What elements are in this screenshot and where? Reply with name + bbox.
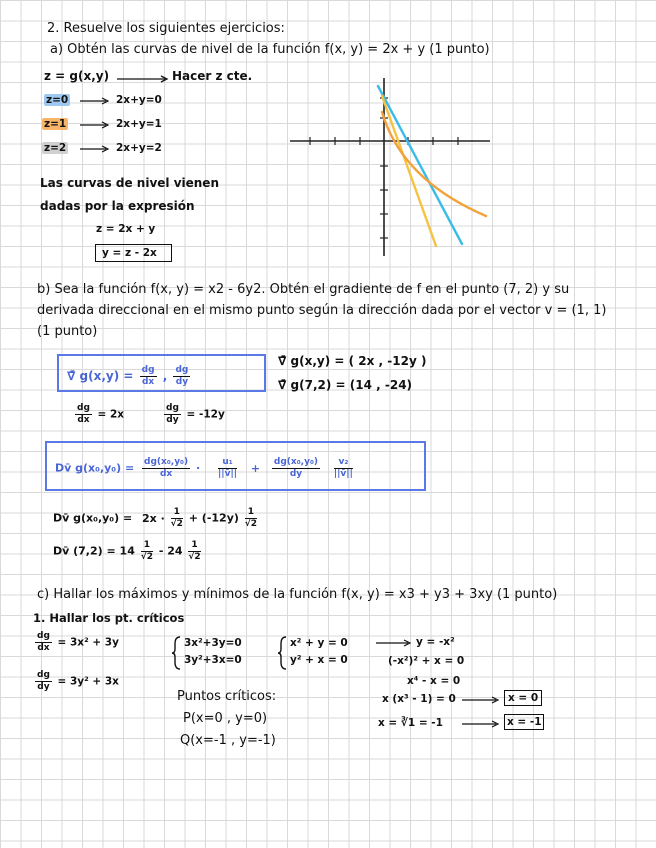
gradient-definition-box: ∇̄ g(x,y) = $\frac{dg}{dx}$ , $\frac{dg}{dy}$ [57, 354, 266, 392]
a-boxed-text: y = z - 2x [102, 247, 157, 259]
c-partial-x: $\frac{dg}{dx}$ = 3x² + 3y [37, 631, 119, 653]
a-expression: z = 2x + y [96, 223, 156, 235]
brace-icon [172, 636, 182, 670]
arrow-right-icon [80, 121, 110, 129]
c-solution-step1: y = -x² [416, 636, 455, 648]
part-b-statement-line1: b) Sea la función f(x, y) = x2 - 6y2. Obtén el gradiente de f en el punto (7, 2) y su [37, 282, 570, 297]
gradient-at-point: ∇̄ g(7,2) = (14 , -24) [278, 378, 413, 392]
exercise-title: 2. Resuelve los siguientes ejercicios: [47, 21, 285, 36]
a-z1-label [42, 117, 68, 131]
a-conclusion-line2: dadas por la expresión [40, 199, 195, 213]
a-z1-equation: 2x+y=1 [116, 118, 162, 130]
c-system2-eq1: x² + y = 0 [290, 637, 348, 649]
z1-highlight: z=1 [44, 118, 67, 130]
level-curves-sketch [290, 78, 500, 258]
arrow-right-icon [117, 75, 169, 83]
directional-derivative-box: Dv̄ g(x₀,y₀) = $\frac{\text{dg(x₀,y₀)}}{dx}$ · $\frac{\text{u₁}}{||v̄||}$ + $\frac{\text{dg(x₀,y₀)}}{dy}$ $\frac{\text{v₂}}{||v̄||}$ [45, 441, 426, 491]
c-boxed-x0: x = 0 [504, 690, 542, 706]
a-z2-label [42, 141, 68, 155]
a-line1-right: Hacer z cte. [172, 69, 253, 83]
c-critical-points-title: Puntos críticos: [177, 689, 277, 704]
arrow-right-icon [462, 720, 500, 728]
c-critical-point-p: P(x=0 , y=0) [183, 711, 268, 726]
c-step1: 1. Hallar los pt. críticos [33, 611, 185, 625]
a-line1-left: z = g(x,y) [44, 69, 110, 83]
arrow-right-icon [462, 696, 500, 704]
directional-derivative-label: Dv̄ g(x₀,y₀) = [55, 461, 135, 475]
partial-x: $\frac{dg}{dx}$ = 2x [77, 403, 125, 425]
a-conclusion-line1: Las curvas de nivel vienen [40, 176, 219, 190]
gradient-definition-label: ∇̄ g(x,y) = [67, 369, 134, 383]
directional-derivative-expanded: Dv̄ g(x₀,y₀) = 2x · $\frac{1}{√2}$ + (-12y) $\frac{1}{√2}$ [53, 507, 258, 529]
fraction-dgdy: $\frac{dg}{dy}$ [175, 365, 189, 387]
c-boxed-xm1: x = -1 [504, 714, 544, 730]
c-solution-step5: x = ∛1 = -1 [378, 717, 443, 729]
a-z2-equation: 2x+y=2 [116, 142, 162, 154]
c-system2-eq2: y² + x = 0 [290, 654, 348, 666]
curve-z0 [378, 86, 462, 244]
arrow-right-icon [80, 97, 110, 105]
directional-derivative-evaluated: Dv̄ (7,2) = 14 $\frac{1}{√2}$ - 24 $\frac{1}{√2}$ [53, 540, 201, 562]
curve-z1 [382, 96, 436, 246]
a-boxed-result [95, 244, 172, 262]
part-b-statement-line3: (1 punto) [37, 324, 98, 339]
brace-icon [278, 636, 288, 670]
z0-highlight: z=0 [46, 94, 69, 106]
a-z0-label [44, 93, 70, 107]
c-partial-y: $\frac{dg}{dy}$ = 3y² + 3x [37, 670, 119, 692]
c-critical-point-q: Q(x=-1 , y=-1) [180, 733, 276, 748]
arrow-right-icon [80, 145, 110, 153]
part-b-statement-line2: derivada direccional en el mismo punto según la dirección dada por el vector v = (1, 1) [37, 303, 607, 318]
c-system1-eq1: 3x²+3y=0 [184, 637, 242, 649]
partial-y: $\frac{dg}{dy}$ = -12y [166, 403, 225, 425]
gradient-result: ∇̄ g(x,y) = ( 2x , -12y ) [278, 354, 427, 368]
part-a-statement: a) Obtén las curvas de nivel de la función f(x, y) = 2x + y (1 punto) [50, 42, 490, 57]
arrow-right-icon [376, 639, 412, 647]
a-z0-equation: 2x+y=0 [116, 94, 162, 106]
curve-z2 [382, 112, 486, 216]
c-solution-step4: x (x³ - 1) = 0 [382, 693, 456, 705]
c-system1-eq2: 3y²+3x=0 [184, 654, 242, 666]
part-c-statement: c) Hallar los máximos y mínimos de la función f(x, y) = x3 + y3 + 3xy (1 punto) [37, 587, 558, 602]
c-solution-step2: (-x²)² + x = 0 [388, 655, 465, 667]
z2-highlight: z=2 [44, 142, 67, 154]
fraction-dgdx: $\frac{dg}{dx}$ [141, 365, 155, 387]
c-solution-step3: x⁴ - x = 0 [407, 675, 461, 687]
